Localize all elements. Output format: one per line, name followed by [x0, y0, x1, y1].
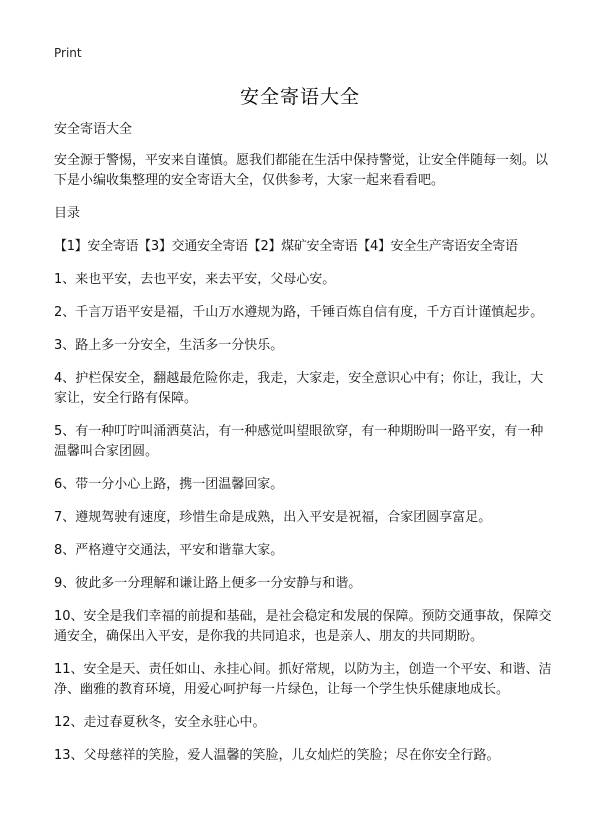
- article-subtitle: 安全寄语大全: [54, 122, 133, 137]
- list-item: 2、千言万语平安是福，千山万水遵规为路，千锤百炼自信有度，千方百计谨慎起步。: [54, 305, 544, 320]
- toc-heading: 目录: [54, 206, 81, 221]
- toc-links[interactable]: 【1】安全寄语【3】交通安全寄语【2】煤矿安全寄语【4】安全生产寄语安全寄语: [54, 239, 518, 254]
- page-title: 安全寄语大全: [239, 86, 360, 108]
- list-item: 13、父母慈祥的笑脸，爱人温馨的笑脸，儿女灿烂的笑脸；尽在你安全行路。: [54, 748, 500, 763]
- list-item: 8、严格遵守交通法，平安和谐靠大家。: [54, 543, 284, 558]
- list-item: 4、护栏保安全，翻越最危险你走，我走，大家走，安全意识心中有；你让，我让，大家让，安全行路有保障。: [54, 371, 544, 406]
- list-item: 12、走过春夏秋冬，安全永驻心中。: [54, 715, 266, 730]
- list-item: 5、有一种叮咛叫涌洒莫沾，有一种感觉叫望眼欲穿，有一种期盼叫一路平安，有一种温馨叫合家团圆。: [54, 424, 544, 459]
- list-item: 1、来也平安，去也平安，来去平安，父母心安。: [54, 272, 336, 287]
- list-item: 9、彼此多一分理解和谦让路上便多一分安静与和谐。: [54, 576, 362, 591]
- list-item: 3、路上多一分安全，生活多一分快乐。: [54, 338, 284, 353]
- article-body: [54, 120, 554, 779]
- list-item: 11、安全是天、责任如山、永挂心间。抓好常规，以防为主，创造一个平安、和谐、洁净、幽雅的教育环境，用爱心呵护每一片绿色，让每一个学生快乐健康地成长。: [54, 662, 552, 697]
- list-item: 6、带一分小心上路，携一团温馨回家。: [54, 477, 284, 492]
- list-item: 7、遵规驾驶有速度，珍惜生命是成熟，出入平安是祝福，合家团圆享富足。: [54, 510, 492, 525]
- intro-paragraph: 安全源于警惕，平安来自谨慎。愿我们都能在生活中保持警觉，让安全伴随每一刻。以下是小编收集整理的安全寄语大全，仅供参考，大家一起来看看吧。: [54, 153, 549, 188]
- print-link[interactable]: Print: [54, 46, 82, 60]
- list-item: 10、安全是我们幸福的前提和基础，是社会稳定和发展的保障。预防交通事故，保障交通安全，确保出入平安，是你我的共同追求，也是亲人、朋友的共同期盼。: [54, 609, 552, 644]
